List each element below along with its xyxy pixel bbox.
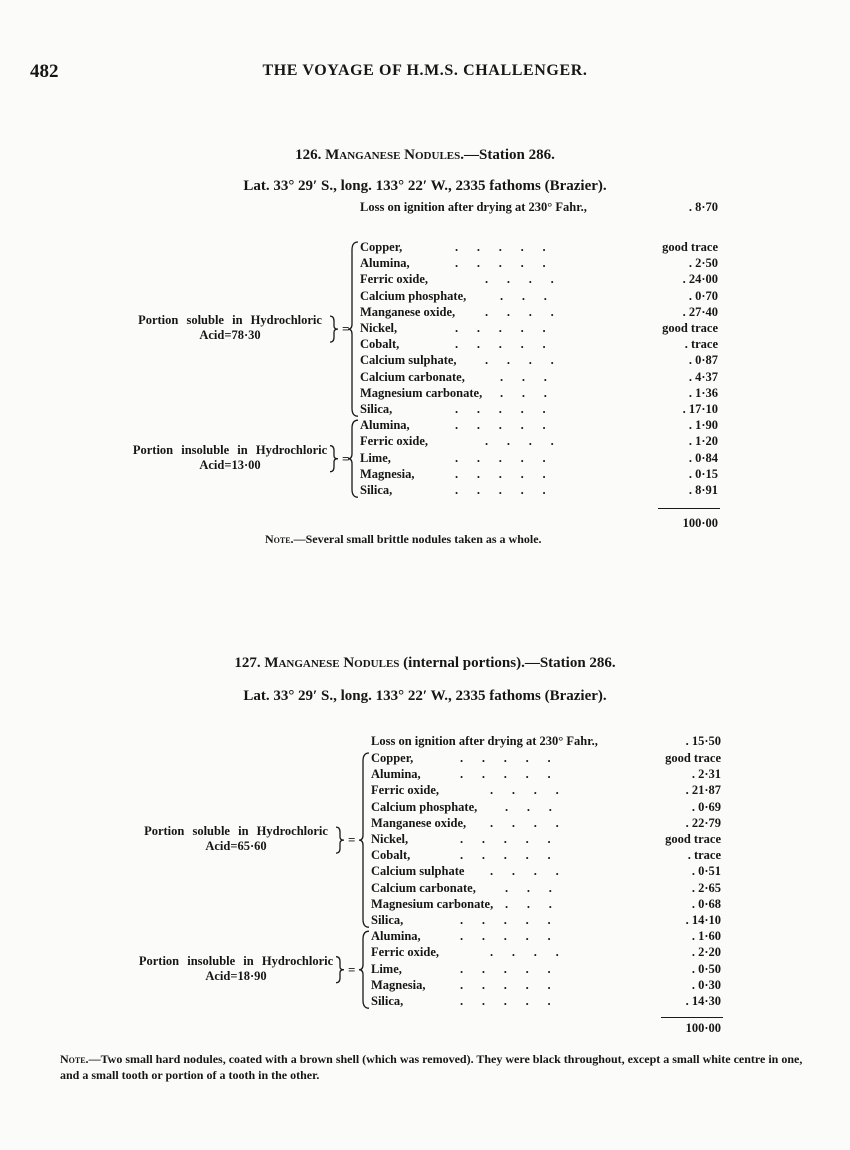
insoluble-item-value: . 2·20	[691, 945, 721, 960]
leader-dots: . . . . .	[460, 961, 551, 976]
soluble-item-value: . 0·68	[691, 896, 721, 911]
leader-dots: . . . . .	[455, 240, 546, 254]
soluble-item-value: . 2·65	[691, 880, 721, 895]
note-label: Note.	[60, 1052, 89, 1066]
leader-dots: . . .	[505, 880, 552, 895]
insoluble-item-value: . 1·60	[691, 929, 721, 944]
soluble-item-name: Silica,	[360, 402, 393, 416]
leader-dots: . . . .	[490, 945, 559, 960]
soluble-item-name: Magnesium carbonate,	[371, 896, 494, 911]
soluble-item-name: Calcium carbonate,	[371, 880, 476, 895]
insoluble-item-name: Magnesia,	[360, 466, 415, 481]
soluble-item-value: . 27·40	[682, 304, 718, 319]
leader-dots: . . . . .	[460, 913, 551, 927]
analysis-location: Lat. 33° 29′ S., long. 133° 22′ W., 2335 fathoms (Brazier).	[243, 178, 607, 194]
loss-value: . 15·50	[685, 734, 721, 748]
soluble-item-value: . 0·51	[691, 864, 721, 879]
leader-dots: . . . . .	[460, 929, 551, 944]
leader-dots: . . . . .	[455, 466, 546, 481]
insoluble-item-value: . 1·20	[688, 434, 718, 449]
soluble-item-name: Alumina,	[360, 256, 410, 271]
insoluble-label-line2: Acid=18·90	[205, 968, 267, 983]
leader-dots: . . . .	[485, 304, 554, 319]
leader-dots: . . . .	[485, 272, 554, 287]
analysis-number: 126.	[295, 147, 322, 163]
soluble-item-value: good trace	[665, 751, 721, 765]
insoluble-item-value: . 0·15	[688, 466, 718, 481]
soluble-item-name: Calcium sulphate,	[360, 353, 457, 368]
soluble-item-value: good trace	[662, 321, 718, 335]
total-value: 100·00	[685, 1021, 721, 1035]
soluble-item-value: . 24·00	[682, 272, 718, 287]
leader-dots: . . . .	[490, 864, 559, 879]
soluble-group-label	[130, 824, 342, 854]
soluble-brace	[359, 753, 369, 927]
leader-dots: . . . . .	[455, 402, 546, 416]
leader-dots: . . . .	[485, 434, 554, 449]
leader-dots: . . . . .	[460, 977, 551, 992]
leader-dots: . . . . .	[460, 767, 551, 782]
running-title: THE VOYAGE OF H.M.S. CHALLENGER.	[262, 62, 588, 79]
soluble-item-name: Alumina,	[371, 767, 421, 782]
analysis-qualifier: (internal portions)	[399, 655, 522, 671]
note-text: —Several small brittle nodules taken as a whole.	[293, 532, 542, 546]
soluble-label-line2: Acid=65·60	[205, 839, 267, 854]
insoluble-item-value: . 14·30	[685, 994, 721, 1008]
leader-dots: . . .	[505, 896, 552, 911]
leader-dots: . . . . .	[460, 848, 551, 863]
analysis-note	[60, 1051, 808, 1083]
soluble-label-line1: Portion soluble in Hydrochloric	[144, 824, 328, 839]
insoluble-label-line1: Portion insoluble in Hydrochloric	[132, 442, 328, 457]
insoluble-label-line1: Portion insoluble in Hydrochloric	[138, 953, 334, 968]
analysis-station: .—Station 286.	[521, 655, 616, 671]
analysis-station: .—Station 286.	[460, 147, 555, 163]
leader-dots: . . .	[500, 288, 547, 303]
soluble-item-name: Copper,	[371, 751, 414, 765]
soluble-item-name: Magnesium carbonate,	[360, 385, 483, 400]
leader-dots: . . . . .	[455, 321, 546, 335]
insoluble-item-name: Ferric oxide,	[371, 945, 440, 960]
soluble-item-name: Manganese oxide,	[360, 304, 456, 319]
leader-dots: . . . .	[485, 353, 554, 368]
soluble-item-value: . 1·36	[688, 385, 718, 400]
insoluble-equals-sign: =	[342, 450, 350, 466]
soluble-item-value: good trace	[662, 240, 718, 254]
soluble-item-value: . 0·87	[688, 353, 718, 368]
leader-dots: . . . . .	[455, 418, 546, 433]
insoluble-item-name: Silica,	[360, 483, 393, 497]
soluble-item-value: . 17·10	[682, 402, 718, 416]
insoluble-item-value: . 1·90	[688, 418, 718, 433]
page-number: 482	[30, 61, 59, 82]
leader-dots: . . . .	[490, 783, 559, 798]
leader-dots: . . .	[500, 369, 547, 384]
leader-dots: . . . . .	[455, 450, 546, 465]
insoluble-item-value: . 0·50	[691, 961, 721, 976]
leader-dots: . . .	[500, 385, 547, 400]
soluble-item-value: good trace	[665, 832, 721, 846]
soluble-item-value: . 22·79	[685, 815, 721, 830]
soluble-item-name: Silica,	[371, 913, 404, 927]
loss-value: . 8·70	[688, 200, 718, 214]
soluble-label-line1: Portion soluble in Hydrochloric	[138, 313, 322, 328]
soluble-item-value: . trace	[687, 848, 721, 863]
loss-label: Loss on ignition after drying at 230° Fahr.,	[371, 734, 598, 748]
leader-dots: . . . . .	[460, 994, 551, 1008]
soluble-item-name: Calcium phosphate,	[371, 799, 478, 814]
total-value: 100·00	[682, 516, 718, 530]
insoluble-item-value: . 0·84	[688, 450, 718, 465]
soluble-item-value: . trace	[684, 337, 718, 352]
soluble-item-value: . 0·70	[688, 288, 718, 303]
analysis-location: Lat. 33° 29′ S., long. 133° 22′ W., 2335 fathoms (Brazier).	[243, 688, 607, 704]
leader-dots: . . . . .	[455, 256, 546, 271]
soluble-item-value: . 4·37	[688, 369, 718, 384]
soluble-item-name: Ferric oxide,	[360, 272, 429, 287]
soluble-item-name: Cobalt,	[360, 337, 400, 352]
insoluble-item-name: Lime,	[360, 450, 391, 465]
soluble-item-name: Cobalt,	[371, 848, 411, 863]
note-label: Note.	[265, 532, 294, 546]
insoluble-item-name: Lime,	[371, 961, 402, 976]
soluble-item-value: . 2·50	[688, 256, 718, 271]
leader-dots: . . . . .	[455, 337, 546, 352]
insoluble-equals-sign: =	[348, 961, 356, 977]
insoluble-brace	[359, 931, 369, 1008]
soluble-equals-sign: =	[342, 321, 350, 337]
total-rule	[661, 1017, 723, 1018]
soluble-item-value: . 21·87	[685, 783, 721, 798]
analysis-name: Manganese Nodules	[325, 147, 461, 163]
insoluble-item-name: Alumina,	[371, 929, 421, 944]
insoluble-group-label	[130, 954, 342, 984]
leader-dots: . . . .	[490, 815, 559, 830]
leader-dots: . . . . .	[460, 751, 551, 765]
insoluble-item-name: Magnesia,	[371, 977, 426, 992]
soluble-item-name: Copper,	[360, 240, 403, 254]
insoluble-label-line2: Acid=13·00	[199, 457, 261, 472]
analysis-number: 127.	[234, 655, 261, 671]
loss-label: Loss on ignition after drying at 230° Fahr.,	[360, 200, 587, 214]
insoluble-item-value: . 8·91	[688, 483, 718, 497]
insoluble-item-name: Ferric oxide,	[360, 434, 429, 449]
soluble-item-value: . 0·69	[691, 799, 721, 814]
leader-dots: . . . . .	[460, 832, 551, 846]
insoluble-item-value: . 0·30	[691, 977, 721, 992]
soluble-item-name: Ferric oxide,	[371, 783, 440, 798]
insoluble-item-name: Alumina,	[360, 418, 410, 433]
soluble-item-name: Manganese oxide,	[371, 815, 467, 830]
soluble-item-name: Calcium sulphate	[371, 864, 465, 879]
analysis-name: Manganese Nodules	[264, 655, 400, 671]
soluble-item-name: Nickel,	[371, 832, 409, 846]
leader-dots: . . .	[505, 799, 552, 814]
soluble-equals-sign: =	[348, 832, 356, 848]
soluble-item-value: . 2·31	[691, 767, 721, 782]
soluble-item-value: . 14·10	[685, 913, 721, 927]
soluble-item-name: Calcium phosphate,	[360, 288, 467, 303]
soluble-label-line2: Acid=78·30	[199, 328, 261, 343]
note-text: —Two small hard nodules, coated with a brown shell (which was removed). They were black throughout, except a small white centre in one, and a small tooth or portion of a tooth in the other.	[60, 1052, 803, 1082]
insoluble-item-name: Silica,	[371, 994, 404, 1008]
soluble-item-name: Calcium carbonate,	[360, 369, 465, 384]
soluble-item-name: Nickel,	[360, 321, 398, 335]
leader-dots: . . . . .	[455, 483, 546, 497]
